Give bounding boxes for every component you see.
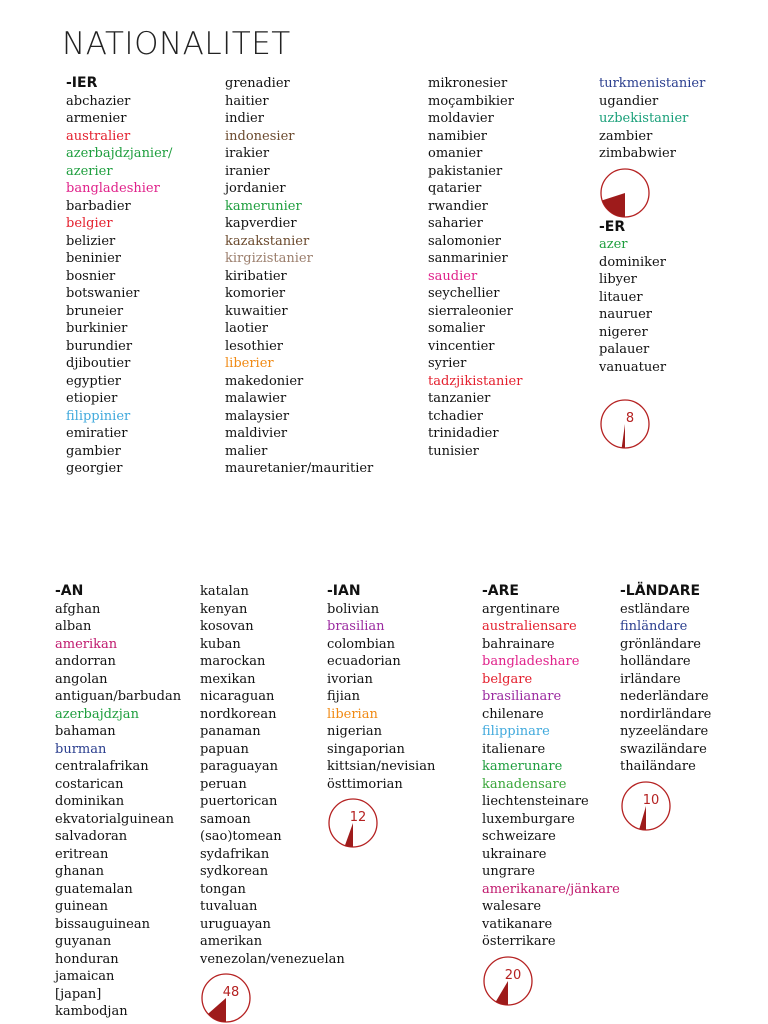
nationality-word: tongan: [200, 881, 246, 897]
nationality-word: armenier: [66, 111, 127, 126]
nationality-word: rwandier: [428, 198, 488, 214]
dial-count-label: 8: [625, 410, 635, 426]
nationality-word: amerikanare/jänkare: [482, 881, 620, 897]
nationality-word: kittsian/nevisian: [327, 759, 436, 774]
nationality-word: kamerunare: [482, 759, 563, 774]
nationality-word: ugandier: [599, 93, 659, 109]
nationality-word: qatarier: [428, 181, 482, 196]
nationality-word: [japan]: [55, 986, 102, 1002]
column-ier-2: [225, 75, 425, 478]
nationality-word: nordkorean: [200, 706, 277, 722]
nationality-word: laotier: [225, 321, 269, 336]
nationality-word: colombian: [327, 636, 396, 652]
nationality-word: bolivian: [327, 601, 380, 617]
count-dial: [482, 955, 534, 1007]
dial-count-label: 12: [349, 810, 367, 825]
nationality-word: kamerunier: [225, 198, 302, 214]
nationality-word: holländare: [620, 654, 691, 669]
nationality-word: nigerer: [599, 324, 648, 340]
dial-count-label: 48: [222, 985, 240, 1000]
nationality-word: belgare: [482, 671, 533, 687]
nationality-word: liechtensteinare: [482, 794, 589, 809]
dial-wedge: [345, 823, 353, 847]
nationality-word: belizier: [66, 233, 116, 249]
nationality-word: kuwaitier: [225, 303, 288, 319]
nationality-word: maldivier: [225, 426, 288, 441]
nationality-word: kuban: [200, 636, 241, 652]
nationality-word: ungrare: [482, 864, 535, 879]
nationality-word: saudier: [428, 268, 478, 284]
nationality-word: saharier: [428, 216, 483, 231]
nationality-word: filippinare: [482, 724, 550, 739]
nationality-word: egyptier: [66, 373, 121, 389]
nationality-word: jamaican: [55, 969, 115, 984]
nationality-word: panaman: [200, 724, 261, 739]
nationality-word: barbadier: [66, 198, 131, 214]
nationality-word: bissauguinean: [55, 916, 150, 932]
nationality-word: azerier: [66, 163, 113, 179]
nationality-word: beninier: [66, 251, 121, 266]
nationality-word: irländare: [620, 671, 681, 687]
nationality-word: guinean: [55, 899, 109, 914]
nationality-word: eritrean: [55, 846, 109, 862]
nationality-word: turkmenistanier: [599, 76, 706, 91]
nationality-word: estländare: [620, 601, 690, 617]
column-landare: [620, 583, 760, 832]
nationality-word: indier: [225, 111, 264, 126]
nationality-word: samoan: [200, 811, 251, 827]
nationality-word: bangladeshier: [66, 181, 160, 196]
nationality-word: ukrainare: [482, 846, 547, 862]
nationality-word: azer: [599, 237, 628, 252]
nationality-word: vatikanare: [482, 916, 553, 932]
nationality-word: bosnier: [66, 268, 116, 284]
nationality-word: georgier: [66, 461, 123, 476]
nationality-word: kapverdier: [225, 216, 297, 231]
nationality-word: litauer: [599, 289, 643, 305]
nationality-word: vanuatuer: [599, 359, 667, 375]
count-dial: [327, 797, 379, 849]
suffix-heading: -LÄNDARE: [620, 583, 701, 599]
nationality-word: australiensare: [482, 619, 577, 634]
nationality-word: dominiker: [599, 254, 666, 270]
nationality-word: burman: [55, 741, 107, 757]
nationality-word: jordanier: [225, 181, 286, 196]
nationality-word: gambier: [66, 443, 121, 459]
nationality-word: haitier: [225, 93, 269, 109]
nationality-word: malier: [225, 443, 268, 459]
nationality-word: bangladeshare: [482, 654, 580, 669]
nationality-word: alban: [55, 619, 92, 634]
nationality-word: peruan: [200, 776, 247, 792]
dial-count-label: 10: [642, 792, 660, 808]
nationality-word: moçambikier: [428, 93, 514, 109]
nationality-word: omanier: [428, 146, 483, 161]
nationality-word: puertorican: [200, 794, 278, 809]
nationality-word: swaziländare: [620, 741, 707, 757]
suffix-heading: -IER: [66, 75, 98, 91]
nationality-word: dominikan: [55, 794, 125, 809]
nationality-word: andorran: [55, 654, 116, 669]
nationality-word: irakier: [225, 146, 270, 161]
nationality-word: kazakstanier: [225, 233, 310, 249]
nationality-word: djiboutier: [66, 356, 131, 371]
nationality-word: katalan: [200, 584, 249, 599]
nationality-word: bahrainare: [482, 636, 555, 652]
nationality-word: sydafrikan: [200, 846, 270, 862]
column-ier-3: [428, 75, 628, 460]
nationality-word: makedonier: [225, 373, 304, 389]
nationality-word: chilenare: [482, 706, 544, 722]
nationality-word: burkinier: [66, 321, 128, 336]
nationality-word: kambodjan: [55, 1004, 128, 1019]
nationality-word: luxemburgare: [482, 811, 575, 827]
nationality-word: (sao)tomean: [200, 829, 282, 844]
dial-wedge: [208, 998, 226, 1022]
nationality-word: iranier: [225, 163, 270, 179]
nationality-word: pakistanier: [428, 163, 503, 179]
nationality-word: brasilianare: [482, 689, 562, 704]
nationality-word: grönländare: [620, 636, 701, 652]
nationality-word: trinidadier: [428, 426, 499, 441]
suffix-heading: -ARE: [482, 583, 519, 599]
nationality-word: thailändare: [620, 759, 696, 774]
nationality-word: fijian: [327, 689, 360, 704]
spacer: [599, 376, 759, 394]
nationality-word: marockan: [200, 654, 266, 669]
nationality-word: botswanier: [66, 286, 140, 301]
count-dial: [599, 398, 651, 450]
nationality-word: ecuadorian: [327, 654, 401, 669]
nationality-word: nordirländare: [620, 706, 712, 722]
nationality-word: costarican: [55, 776, 124, 792]
nationality-word: ivorian: [327, 671, 373, 687]
nationality-word: uzbekistanier: [599, 111, 689, 126]
dial-wedge: [602, 193, 625, 217]
nationality-word: brasilian: [327, 619, 385, 634]
nationality-word: vincentier: [428, 338, 495, 354]
nationality-word: somalier: [428, 321, 485, 336]
nationality-word: uruguayan: [200, 916, 271, 932]
nationality-word: walesare: [482, 899, 542, 914]
nationality-word: argentinare: [482, 601, 560, 617]
nationality-word: malaysier: [225, 408, 290, 424]
nationality-word: mikronesier: [428, 76, 508, 91]
nationality-word: kosovan: [200, 619, 254, 634]
count-dial: [620, 780, 672, 832]
nationality-word: amerikan: [200, 934, 263, 949]
nationality-word: kirgizistanier: [225, 251, 313, 266]
nationality-word: finländare: [620, 619, 688, 634]
dial-wedge: [639, 806, 646, 830]
nationality-word: abchazier: [66, 93, 131, 109]
nationality-word: filippinier: [66, 408, 131, 424]
nationality-word: liberian: [327, 706, 378, 722]
nationality-word: afghan: [55, 601, 101, 617]
count-dial: [599, 167, 651, 219]
nationality-word: mexikan: [200, 671, 256, 687]
nationality-word: ghanan: [55, 864, 104, 879]
suffix-heading: -IAN: [327, 583, 361, 599]
nationality-word: salomonier: [428, 233, 501, 249]
nationality-word: papuan: [200, 741, 249, 757]
dial-wedge: [622, 424, 625, 448]
nationality-word: mauretanier/mauritier: [225, 461, 374, 476]
dial-count-label: 20: [504, 967, 522, 983]
nationality-word: nyzeeländare: [620, 724, 709, 739]
nationality-word: libyer: [599, 272, 637, 287]
column-ian: [327, 583, 477, 849]
count-dial: [200, 972, 252, 1024]
nationality-word: amerikan: [55, 636, 118, 652]
column-ier-er: [599, 75, 759, 450]
nationality-word: namibier: [428, 128, 487, 144]
nationality-word: salvadoran: [55, 829, 128, 844]
nationality-word: kenyan: [200, 601, 248, 617]
nationality-word: palauer: [599, 342, 650, 357]
nationality-word: nigerian: [327, 724, 383, 739]
nationality-word: azerbajdzjan: [55, 706, 139, 722]
nationality-word: angolan: [55, 671, 108, 687]
nationality-word: liberier: [225, 356, 274, 371]
nationality-word: ekvatorialguinean: [55, 811, 175, 827]
nationality-word: etiopier: [66, 391, 118, 406]
nationality-word: zambier: [599, 128, 653, 144]
nationality-word: emiratier: [66, 426, 128, 441]
nationality-word: nauruer: [599, 307, 652, 322]
nationality-word: italienare: [482, 741, 546, 757]
nationality-word: grenadier: [225, 76, 290, 91]
suffix-heading: -ER: [599, 218, 626, 235]
nationality-word: tchadier: [428, 408, 484, 424]
nationality-word: bruneier: [66, 303, 124, 319]
nationality-word: seychellier: [428, 286, 500, 301]
nationality-word: guyanan: [55, 934, 112, 949]
nationality-word: burundier: [66, 338, 133, 354]
nationality-word: schweizare: [482, 829, 556, 844]
nationality-word: sydkorean: [200, 864, 269, 879]
nationality-word: indonesier: [225, 128, 295, 144]
column-are: [482, 583, 620, 1007]
nationality-word: paraguayan: [200, 759, 278, 774]
nationality-word: belgier: [66, 216, 113, 231]
nationality-word: bahaman: [55, 724, 116, 739]
nationality-word: centralafrikan: [55, 759, 149, 774]
nationality-word: malawier: [225, 391, 287, 406]
dial-count-label: 72: [622, 183, 640, 199]
nationality-word: östtimorian: [327, 776, 403, 792]
nationality-word: tunisier: [428, 443, 479, 459]
nationality-word: moldavier: [428, 111, 494, 126]
nationality-word: antiguan/barbudan: [55, 689, 182, 704]
nationality-word: guatemalan: [55, 881, 133, 897]
nationality-word: singaporian: [327, 741, 405, 757]
nationality-word: kiribatier: [225, 268, 287, 284]
nationality-word: tanzanier: [428, 391, 491, 406]
nationality-word: honduran: [55, 951, 119, 967]
nationality-word: österrikare: [482, 934, 556, 949]
nationality-word: australier: [66, 128, 131, 144]
nationality-word: syrier: [428, 356, 467, 371]
nationality-word: kanadensare: [482, 776, 567, 792]
nationality-word: tadzjikistanier: [428, 373, 523, 389]
nationality-word: sanmarinier: [428, 251, 508, 266]
column-an-1: [55, 583, 195, 1021]
suffix-heading: -AN: [55, 583, 84, 599]
dial-wedge: [496, 981, 508, 1005]
nationality-word: venezolan/venezuelan: [200, 951, 345, 967]
nationality-word: nicaraguan: [200, 689, 275, 704]
page-title: NATIONALITET: [62, 26, 291, 62]
nationality-word: lesothier: [225, 338, 284, 354]
nationality-word: sierraleonier: [428, 303, 513, 319]
nationality-word: zimbabwier: [599, 146, 676, 161]
nationality-word: azerbajdzjanier/: [66, 146, 173, 161]
nationality-word: tuvaluan: [200, 899, 258, 914]
nationality-word: nederländare: [620, 689, 709, 704]
nationality-word: komorier: [225, 286, 286, 301]
